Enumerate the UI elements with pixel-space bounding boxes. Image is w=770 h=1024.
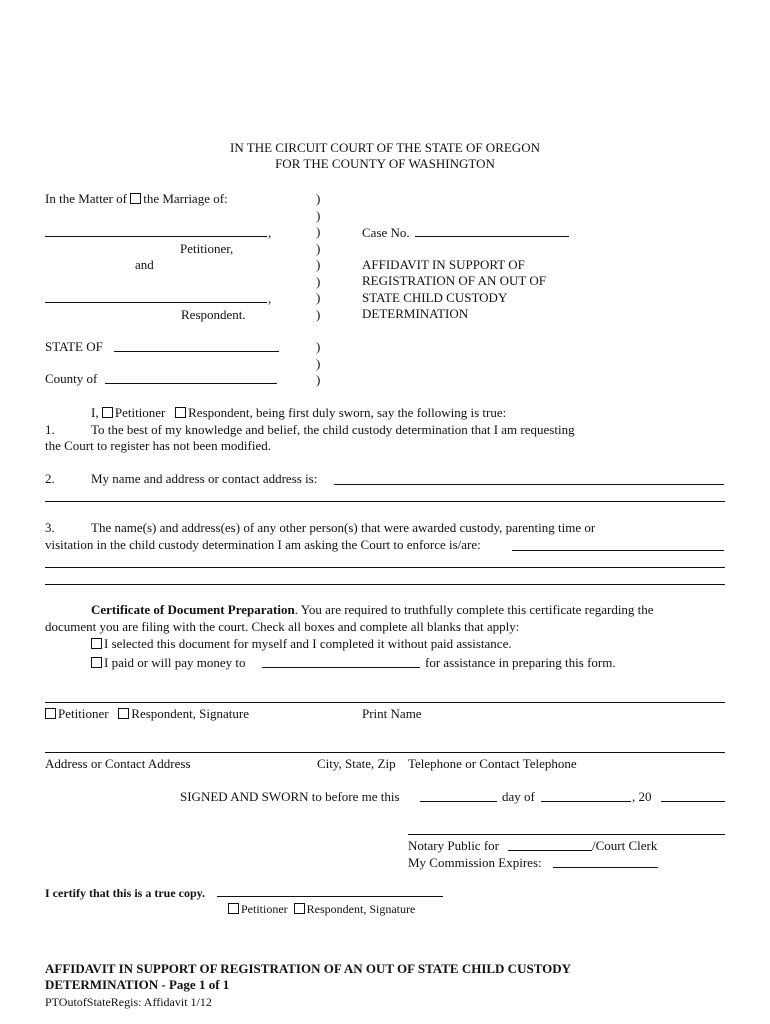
sworn-text-a: SIGNED AND SWORN to before me this <box>180 789 400 804</box>
state-of-label: STATE OF <box>45 339 103 354</box>
sworn-month-field[interactable] <box>541 801 631 802</box>
address-line[interactable] <box>45 752 725 753</box>
document-title-3: STATE CHILD CUSTODY <box>362 290 508 305</box>
option-2-text-b: for assistance in preparing this form. <box>425 655 616 670</box>
case-no-label: Case No. <box>362 225 410 240</box>
court-title: IN THE CIRCUIT COURT OF THE STATE OF OREGON <box>230 140 540 155</box>
checkbox-oath-petitioner[interactable] <box>102 407 113 418</box>
notary-state-field[interactable] <box>508 850 592 851</box>
sworn-text-b: day of <box>502 789 535 804</box>
paren: ) <box>316 306 321 322</box>
commission-expires-field[interactable] <box>553 867 658 868</box>
footer-title-1: AFFIDAVIT IN SUPPORT OF REGISTRATION OF AN OUT OF STATE CHILD CUSTODY <box>45 961 572 976</box>
court-county: FOR THE COUNTY OF WASHINGTON <box>275 156 495 171</box>
venue-parens <box>316 339 320 389</box>
checkbox-self-prepared[interactable] <box>91 638 102 649</box>
item-2-text: My name and address or contact address is: <box>91 471 318 486</box>
notary-line-1a: Notary Public for <box>408 838 499 853</box>
certify-text: I certify that this is a true copy. <box>45 886 205 900</box>
item-1-text-b: the Court to register has not been modified. <box>45 438 272 453</box>
petitioner-name-field[interactable] <box>45 236 267 237</box>
sworn-day-field[interactable] <box>420 801 497 802</box>
notary-signature-line[interactable] <box>408 834 725 835</box>
item-1-text-a: To the best of my knowledge and belief, the child custody determination that I am requesting <box>91 422 575 437</box>
certificate-text-b: document you are filing with the court. Check all boxes and complete all blanks that apply: <box>45 619 520 634</box>
checkbox-paid-assistance[interactable] <box>91 657 102 668</box>
item-3-text-a: The name(s) and address(es) of any other person(s) that were awarded custody, parenting time or <box>91 520 596 535</box>
paid-to-field[interactable] <box>262 667 420 668</box>
city-state-zip-label: City, State, Zip <box>317 756 396 771</box>
matter-prefix: In the Matter of <box>45 191 127 206</box>
certificate-line-a <box>91 602 654 618</box>
case-number <box>362 225 410 241</box>
checkbox-marriage[interactable] <box>130 193 141 204</box>
checkbox-sign-respondent[interactable] <box>118 708 129 719</box>
item-3-number: 3. <box>45 520 55 535</box>
matter-suffix: the Marriage of: <box>143 191 228 206</box>
paren: ) <box>316 257 321 272</box>
paren: ) <box>316 355 321 371</box>
footer-code: PTOutofStateRegis: Affidavit 1/12 <box>45 995 212 1009</box>
county-of-label: County of <box>45 371 98 386</box>
address-label: Address or Contact Address <box>45 756 191 771</box>
footer-title-2: DETERMINATION - Page 1 of 1 <box>45 977 230 992</box>
other-persons-field-1[interactable] <box>512 550 724 551</box>
signature-label <box>45 706 249 722</box>
certificate-option-2 <box>91 655 246 671</box>
and-label: and <box>135 257 154 272</box>
paren: ) <box>316 273 321 289</box>
oath-petitioner: Petitioner <box>114 405 166 420</box>
certify-petitioner: Petitioner <box>241 902 288 916</box>
paren: ) <box>316 372 321 387</box>
matter-line <box>45 191 228 207</box>
checkbox-certify-respondent[interactable] <box>294 903 305 914</box>
checkbox-certify-petitioner[interactable] <box>228 903 239 914</box>
state-field[interactable] <box>114 351 279 352</box>
paren: ) <box>316 240 321 256</box>
other-persons-field-2[interactable] <box>45 567 725 568</box>
sworn-year-field[interactable] <box>661 801 725 802</box>
telephone-label: Telephone or Contact Telephone <box>408 756 577 771</box>
document-title-2: REGISTRATION OF AN OUT OF <box>362 273 546 288</box>
sign-petitioner: Petitioner <box>58 706 109 721</box>
respondent-label: Respondent. <box>181 307 246 322</box>
petitioner-comma: , <box>268 225 272 240</box>
address-field-1[interactable] <box>334 484 724 485</box>
certify-signature-label <box>228 901 415 917</box>
paren: ) <box>316 339 321 354</box>
caption-parens <box>316 191 320 323</box>
document-title-1: AFFIDAVIT IN SUPPORT OF <box>362 257 525 272</box>
notary-line-1b: /Court Clerk <box>592 838 658 853</box>
option-2-text-a: I paid or will pay money to <box>104 655 246 670</box>
certify-respondent: Respondent, Signature <box>306 902 416 916</box>
address-field-2[interactable] <box>45 501 725 502</box>
oath-i: I, <box>91 405 99 420</box>
certificate-option-1 <box>91 636 512 652</box>
checkbox-sign-petitioner[interactable] <box>45 708 56 719</box>
paren: ) <box>316 191 321 206</box>
certify-signature-line[interactable] <box>217 896 443 897</box>
notary-line-2: My Commission Expires: <box>408 855 542 870</box>
county-field[interactable] <box>105 383 277 384</box>
sworn-text-c: , 20 <box>632 789 652 804</box>
print-name-label: Print Name <box>362 706 422 721</box>
petitioner-label: Petitioner, <box>180 241 234 256</box>
respondent-name-field[interactable] <box>45 302 267 303</box>
certificate-heading: Certificate of Document Preparation <box>91 602 295 617</box>
paren: ) <box>316 290 321 305</box>
paren: ) <box>316 207 321 223</box>
other-persons-field-3[interactable] <box>45 584 725 585</box>
respondent-comma: , <box>268 291 272 306</box>
certificate-text-a: . You are required to truthfully complete this certificate regarding the <box>294 602 654 617</box>
option-1-text: I selected this document for myself and I completed it without paid assistance. <box>104 636 512 651</box>
paren: ) <box>316 224 321 239</box>
sign-respondent: Respondent, Signature <box>131 706 250 721</box>
checkbox-oath-respondent[interactable] <box>175 407 186 418</box>
signature-line[interactable] <box>45 702 725 703</box>
case-number-field[interactable] <box>415 236 569 237</box>
document-title-4: DETERMINATION <box>362 306 469 321</box>
item-1-number: 1. <box>45 422 55 437</box>
oath-respondent: Respondent, being first duly sworn, say the following is true: <box>188 405 507 420</box>
item-3-text-b: visitation in the child custody determination I am asking the Court to enforce is/are: <box>45 537 481 552</box>
oath-line <box>91 405 506 421</box>
item-2-number: 2. <box>45 471 55 486</box>
